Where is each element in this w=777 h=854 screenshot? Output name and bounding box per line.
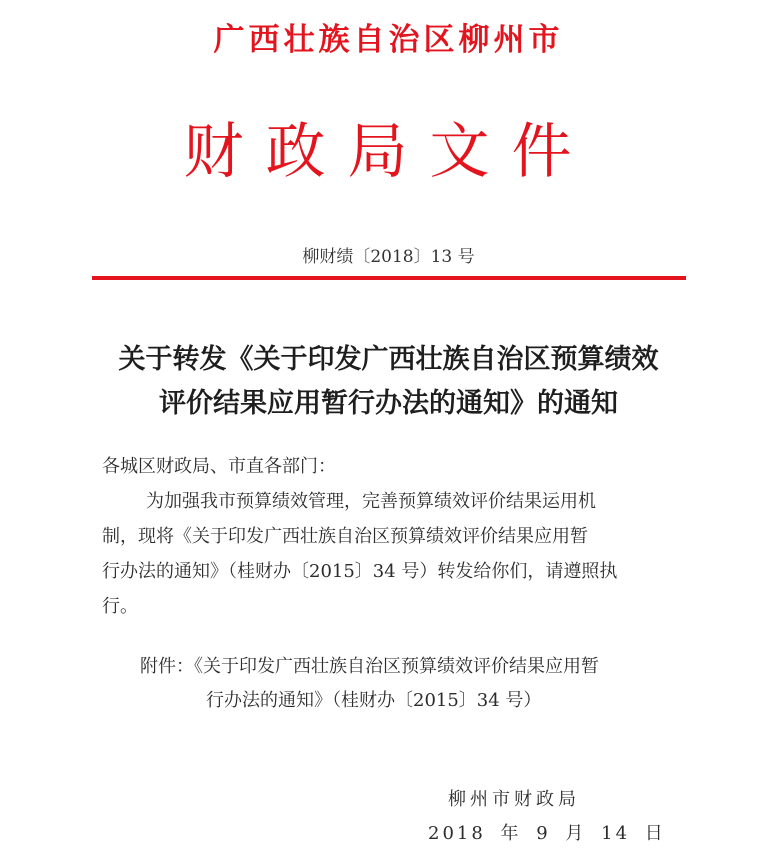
issuing-organization: 广西壮族自治区柳州市 (213, 22, 564, 58)
body-paragraph (102, 484, 682, 624)
attachment-line: 行办法的通知》（桂财办〔2015〕34 号） (206, 690, 542, 711)
attachment-note (140, 650, 700, 718)
red-divider-line (92, 276, 686, 280)
document-title-line: 关于转发《关于印发广西壮族自治区预算绩效 (118, 344, 659, 375)
salutation: 各城区财政局、市直各部门： (102, 456, 336, 477)
document-header-title: 财政局文件 (183, 117, 594, 187)
body-line: 行办法的通知》（桂财办〔2015〕34 号）转发给你们，请遵照执 (102, 561, 618, 582)
signing-authority: 柳州市财政局 (448, 789, 580, 810)
signing-date: 2018 年 9 月 14 日 (428, 823, 666, 844)
attachment-line: 附件：《关于印发广西壮族自治区预算绩效评价结果应用暂 (140, 656, 599, 677)
document-number: 柳财绩〔2018〕13 号 (302, 247, 475, 267)
body-line: 为加强我市预算绩效管理，完善预算绩效评价结果运用机 (146, 491, 596, 512)
body-line: 制，现将《关于印发广西壮族自治区预算绩效评价结果应用暂 (102, 526, 588, 547)
document-title-line: 评价结果应用暂行办法的通知》的通知 (159, 388, 618, 419)
body-line: 行。 (102, 596, 138, 617)
document-title (0, 338, 777, 426)
